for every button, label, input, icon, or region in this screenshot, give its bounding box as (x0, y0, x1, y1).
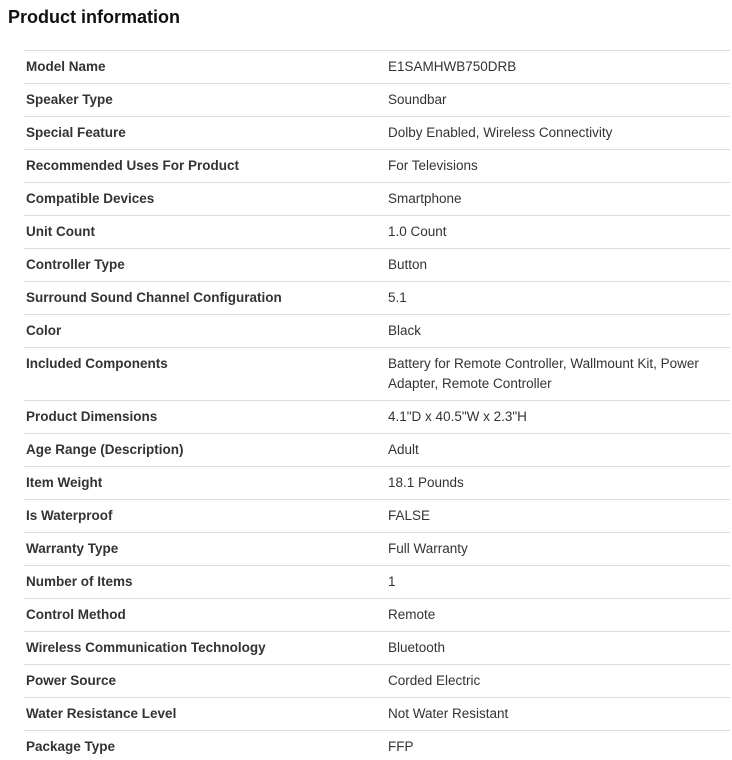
attribute-label: Speaker Type (26, 92, 113, 107)
product-details-table (24, 50, 730, 760)
attribute-value: Dolby Enabled, Wireless Connectivity (388, 125, 613, 140)
attribute-label: Water Resistance Level (26, 706, 177, 721)
attribute-label: Power Source (26, 673, 117, 688)
table-row (24, 434, 730, 467)
attribute-value: Bluetooth (388, 640, 446, 655)
attribute-value: 5.1 (388, 290, 407, 305)
attribute-value: E1SAMHWB750DRB (388, 59, 517, 74)
attribute-label: Wireless Communication Technology (26, 640, 266, 655)
attribute-value: Remote (388, 607, 436, 622)
table-row (24, 566, 730, 599)
attribute-label: Control Method (26, 607, 126, 622)
attribute-value: Smartphone (388, 191, 462, 206)
attribute-value: FFP (388, 739, 414, 754)
attribute-label: Recommended Uses For Product (26, 158, 240, 173)
attribute-label: Color (26, 323, 62, 338)
attribute-label: Unit Count (26, 224, 95, 239)
table-row (24, 150, 730, 183)
table-row (24, 348, 730, 401)
attribute-value: Button (388, 257, 428, 272)
attribute-value: 18.1 Pounds (388, 475, 464, 490)
table-row (24, 183, 730, 216)
section-title: Product information (8, 7, 180, 27)
attribute-label: Product Dimensions (26, 409, 158, 424)
table-row (24, 698, 730, 731)
table-row (24, 249, 730, 282)
table-row (24, 500, 730, 533)
table-row (24, 599, 730, 632)
table-row (24, 533, 730, 566)
table-row (24, 401, 730, 434)
attribute-value: Soundbar (388, 92, 447, 107)
attribute-value: Battery for Remote Controller, Wallmount Kit, Power Adapter, Remote Controller (388, 356, 699, 391)
table-row (24, 731, 730, 760)
table-row (24, 632, 730, 665)
table-row (24, 216, 730, 249)
table-row (24, 665, 730, 698)
attribute-label: Special Feature (26, 125, 126, 140)
attribute-label: Warranty Type (26, 541, 119, 556)
attribute-label: Number of Items (26, 574, 133, 589)
attribute-value: FALSE (388, 508, 431, 523)
attribute-label: Compatible Devices (26, 191, 155, 206)
table-row (24, 84, 730, 117)
attribute-label: Surround Sound Channel Configuration (26, 290, 282, 305)
attribute-value: Black (388, 323, 422, 338)
attribute-label: Is Waterproof (26, 508, 113, 523)
attribute-value: For Televisions (388, 158, 478, 173)
table-row (24, 117, 730, 150)
table-row (24, 282, 730, 315)
table-row (24, 467, 730, 500)
table-row (24, 51, 730, 84)
attribute-value: 4.1"D x 40.5"W x 2.3"H (388, 409, 527, 424)
attribute-value: 1.0 Count (388, 224, 447, 239)
attribute-label: Item Weight (26, 475, 103, 490)
attribute-value: Adult (388, 442, 419, 457)
attribute-value: Full Warranty (388, 541, 468, 556)
attribute-value: 1 (388, 574, 396, 589)
attribute-label: Model Name (26, 59, 106, 74)
attribute-value: Corded Electric (388, 673, 481, 688)
attribute-value: Not Water Resistant (388, 706, 509, 721)
attribute-label: Controller Type (26, 257, 125, 272)
attribute-label: Included Components (26, 356, 168, 371)
attribute-label: Age Range (Description) (26, 442, 184, 457)
attribute-label: Package Type (26, 739, 116, 754)
table-row (24, 315, 730, 348)
